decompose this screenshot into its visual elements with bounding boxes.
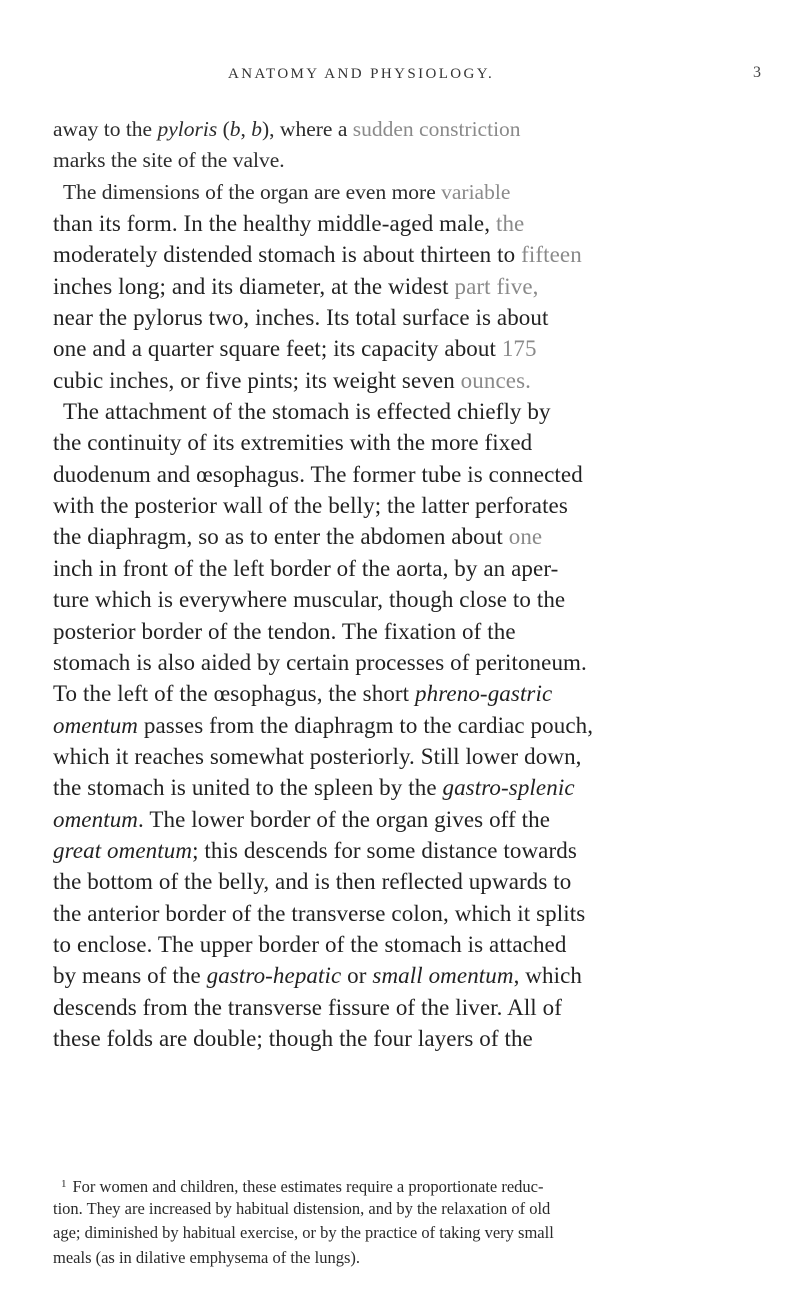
footnote-line: meals (as in dilative emphysema of the lungs). [53, 1247, 361, 1267]
text-line: ture which is everywhere muscular, though close to the [53, 587, 566, 613]
text-line: cubic inches, or five pints; its weight seven ounces. [53, 367, 531, 393]
text-line: posterior border of the tendon. The fixation of the [53, 618, 516, 644]
text-line: omentum. The lower border of the organ gives off the [53, 806, 551, 832]
text-line: stomach is also aided by certain processes of peritoneum. [53, 649, 587, 675]
text-line: with the posterior wall of the belly; the latter perforates [53, 493, 568, 519]
text-line: than its form. In the healthy middle-aged male, the [53, 211, 525, 237]
text-line: near the pylorus two, inches. Its total surface is about [53, 305, 549, 331]
footnote-line: $^1$ For women and children, these estimates require a proportionate reduc- [61, 1177, 544, 1196]
text-line: one and a quarter square feet; its capacity about 175 [53, 336, 537, 362]
text-line: marks the site of the valve. [53, 148, 285, 173]
text-line: descends from the transverse fissure of the liver. All of [53, 994, 563, 1020]
text-line: duodenum and œsophagus. The former tube is connected [53, 461, 583, 487]
text-line: inch in front of the left border of the aorta, by an aper- [53, 555, 559, 581]
text-line: the anterior border of the transverse colon, which it splits [53, 900, 586, 926]
text-line: The dimensions of the organ are even more variable [63, 179, 511, 204]
footnote [53, 1172, 765, 1270]
text-line: to enclose. The upper border of the stomach is attached [53, 931, 567, 957]
text-line: these folds are double; though the four layers of the [53, 1025, 533, 1051]
text-line: which it reaches somewhat posteriorly. Still lower down, [53, 743, 582, 769]
text-line: the diaphragm, so as to enter the abdomen about one [53, 524, 543, 550]
footnote-line: age; diminished by habitual exercise, or by the practice of taking very small [53, 1223, 554, 1243]
text-line: The attachment of the stomach is effected chiefly by [63, 399, 551, 425]
text-line: To the left of the œsophagus, the short phreno-gastric [53, 681, 553, 707]
body-text [53, 114, 761, 1054]
text-line: moderately distended stomach is about thirteen to fifteen [53, 242, 582, 268]
running-head: ANATOMY AND PHYSIOLOGY. [228, 66, 495, 82]
text-line: inches long; and its diameter, at the widest part five, [53, 273, 539, 299]
text-line: by means of the gastro-hepatic or small omentum, which [53, 963, 583, 989]
text-line: the stomach is united to the spleen by the gastro-splenic [53, 775, 575, 801]
text-line: omentum passes from the diaphragm to the cardiac pouch, [53, 712, 594, 738]
text-line: great omentum; this descends for some distance towards [53, 837, 577, 863]
text-line: the bottom of the belly, and is then reflected upwards to [53, 869, 572, 895]
text-line: away to the pyloris (b, b), where a sudden constriction [53, 117, 521, 141]
page-number: 3 [753, 64, 761, 81]
footnote-marker: 1 [61, 1178, 67, 1190]
text-line: the continuity of its extremities with the more fixed [53, 430, 533, 456]
footnote-line: tion. They are increased by habitual distension, and by the relaxation of old [53, 1198, 551, 1218]
